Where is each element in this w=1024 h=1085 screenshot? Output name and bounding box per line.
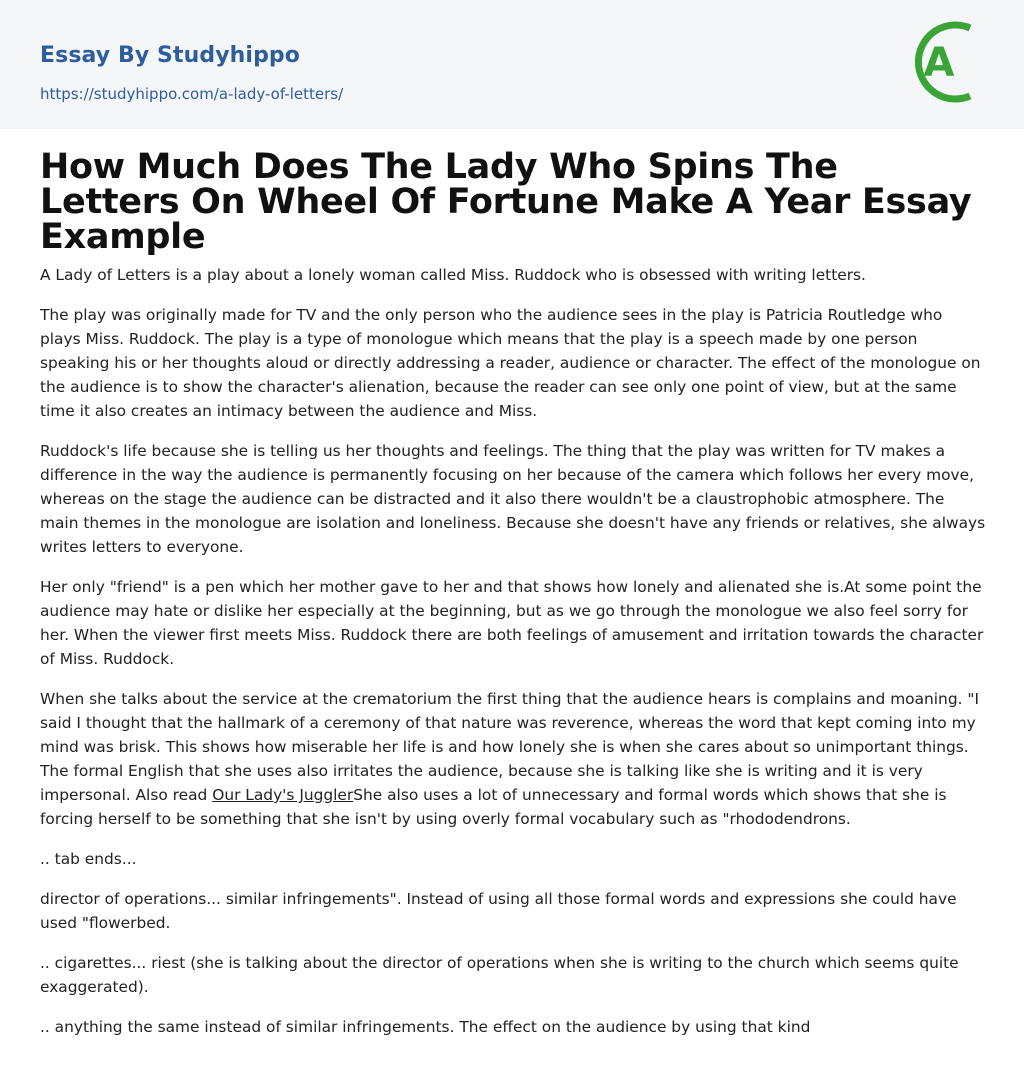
logo-letter: A (923, 40, 955, 86)
studyhippo-logo-icon[interactable] (912, 18, 986, 106)
site-header (0, 0, 1024, 129)
article (40, 147, 986, 1039)
paragraph-5 (40, 687, 986, 831)
page-title: How Much Does The Lady Who Spins The Letters On Wheel Of Fortune Make A Year Essay Example (40, 147, 972, 257)
paragraph-2: The play was originally made for TV and the only person who the audience sees in the play is Patricia Routledge who plays Miss. Ruddock. The play is a type of monologue which means that the play is a speech made by one person speaking his or her thoughts aloud or directly addressing a reader, audience or character. The effect of the monologue on the audience is to show the character's alienation, because the reader can see only one point of view, but at the same time it also creates an intimacy between the audience and Miss. (40, 306, 981, 420)
paragraph-5-after: She also uses a lot of unnecessary and formal words which shows that she is forcing herself to be something that she isn't by using overly formal vocabulary such as "rhododendrons. (40, 786, 947, 828)
paragraph-7: director of operations... similar infringements". Instead of using all those formal words and expressions she could have used "flowerbed. (40, 890, 957, 932)
source-url-link[interactable]: https://studyhippo.com/a-lady-of-letters/ (40, 85, 344, 103)
related-essay-link[interactable]: Our Lady's Juggler (212, 786, 354, 804)
paragraph-3: Ruddock's life because she is telling us her thoughts and feelings. The thing that the play was written for TV makes a difference in the way the audience is permanently focusing on her because of the camera which follows her every move, whereas on the stage the audience can be distracted and it also there wouldn't be a claustrophobic atmosphere. The main themes in the monologue are isolation and loneliness. Because she doesn't have any friends or relatives, she always writes letters to everyone. (40, 442, 986, 556)
paragraph-4: Her only "friend" is a pen which her mother gave to her and that shows how lonely and alienated she is.At some point the audience may hate or dislike her especially at the beginning, but as we go through the monologue we also feel sorry for her. When the viewer first meets Miss. Ruddock there are both feelings of amusement and irritation towards the character of Miss. Ruddock. (40, 578, 984, 668)
paragraph-5-before: When she talks about the service at the crematorium the first thing that the audience hears is complains and moaning. "I said I thought that the hallmark of a ceremony of that nature was reverence, whereas the word that kept coming into my mind was brisk. This shows how miserable her life is and how lonely she is when she cares about so unimportant things. The formal English that she uses also irritates the audience, because she is talking like she is writing and it is very impersonal. Also read (40, 690, 979, 804)
paragraph-6: .. tab ends... (40, 850, 137, 868)
paragraph-8: .. cigarettes... riest (she is talking about the director of operations when she is writing to the church which seems quite exaggerated). (40, 954, 959, 996)
paragraph-9: .. anything the same instead of similar infringements. The effect on the audience by using that kind (40, 1018, 811, 1036)
brand-title[interactable]: Essay By Studyhippo (40, 43, 300, 68)
paragraph-1: A Lady of Letters is a play about a lonely woman called Miss. Ruddock who is obsessed with writing letters. (40, 266, 866, 284)
